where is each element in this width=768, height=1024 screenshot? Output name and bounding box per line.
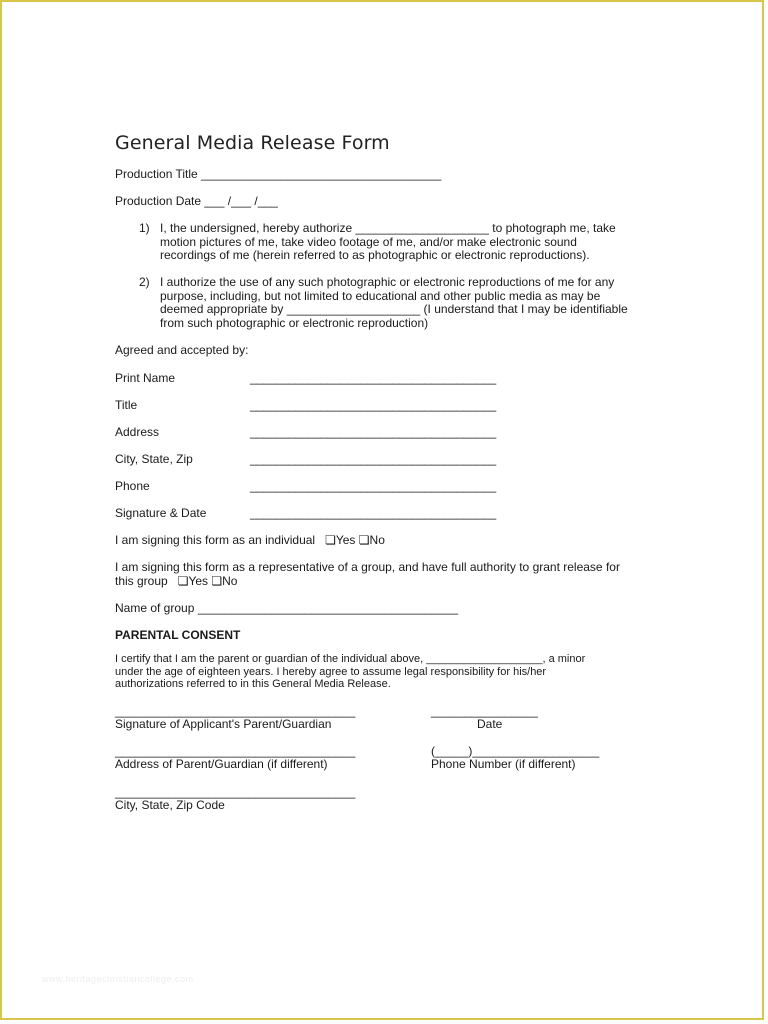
city-state-zip-line: ______________________________________ xyxy=(250,452,497,466)
parent-address-label: Address of Parent/Guardian (if different) xyxy=(115,757,328,771)
list-item-text: I authorize the use of any such photographic or electronic reproductions of me for any purpose, including, but not limited to educational and other public media as may be deemed appropriate by ____________________ (I understand that I may be identifiable from such photographic or electronic reproduction) xyxy=(160,275,628,330)
city-state-zip-code-line: ____________________________________ xyxy=(115,785,356,799)
field-label-title: Title xyxy=(115,398,138,412)
phone-number-label: Phone Number (if different) xyxy=(431,757,576,771)
phone-number-line: (_____)___________________ xyxy=(431,744,600,758)
production-date-field: Production Date ___ /___ /___ xyxy=(115,194,278,208)
watermark: www.heritagechristiancollege.com xyxy=(42,974,194,984)
address-line: ______________________________________ xyxy=(250,425,497,439)
parental-consent-heading: PARENTAL CONSENT xyxy=(115,628,241,642)
production-title-field: Production Title ____________________________________ xyxy=(115,167,442,181)
date-line: ________________ xyxy=(431,704,538,718)
phone-line: ______________________________________ xyxy=(250,479,497,493)
parent-signature-label: Signature of Applicant's Parent/Guardian xyxy=(115,717,332,731)
field-label-print-name: Print Name xyxy=(115,371,176,385)
parental-consent-text: I certify that I am the parent or guardian of the individual above, ___________________, a minor under the age of eighteen years. I hereby agree to assume legal responsibility for his/her authorizations referred to in this General Media Release. xyxy=(115,653,586,690)
page-title: General Media Release Form xyxy=(115,132,390,154)
date-label: Date xyxy=(477,717,503,731)
parent-address-line: ____________________________________ xyxy=(115,744,356,758)
field-label-city-state-zip: City, State, Zip xyxy=(115,452,193,466)
signature-date-line: ______________________________________ xyxy=(250,506,497,520)
field-label-phone: Phone xyxy=(115,479,150,493)
list-item-number: 2) xyxy=(139,275,150,289)
field-label-address: Address xyxy=(115,425,160,439)
title-line: ______________________________________ xyxy=(250,398,497,412)
agreed-label: Agreed and accepted by: xyxy=(115,343,249,357)
individual-signing-option: I am signing this form as an individual ❏Yes ❏No xyxy=(115,533,385,547)
print-name-line: ______________________________________ xyxy=(250,371,497,385)
name-of-group-field: Name of group _______________________________________ xyxy=(115,601,458,615)
field-label-signature-date: Signature & Date xyxy=(115,506,207,520)
list-item-number: 1) xyxy=(139,221,150,235)
city-state-zip-code-label: City, State, Zip Code xyxy=(115,798,225,812)
list-item-text: I, the undersigned, hereby authorize ____________________ to photograph me, take motion pictures of me, take video footage of me, and/or make electronic sound recordings of me (herein referred to as photographic or electronic reproductions). xyxy=(160,221,616,263)
parent-signature-line: ____________________________________ xyxy=(115,704,356,718)
group-signing-option: I am signing this form as a representative of a group, and have full authority to grant release for this group ❏Yes ❏No xyxy=(115,560,620,588)
